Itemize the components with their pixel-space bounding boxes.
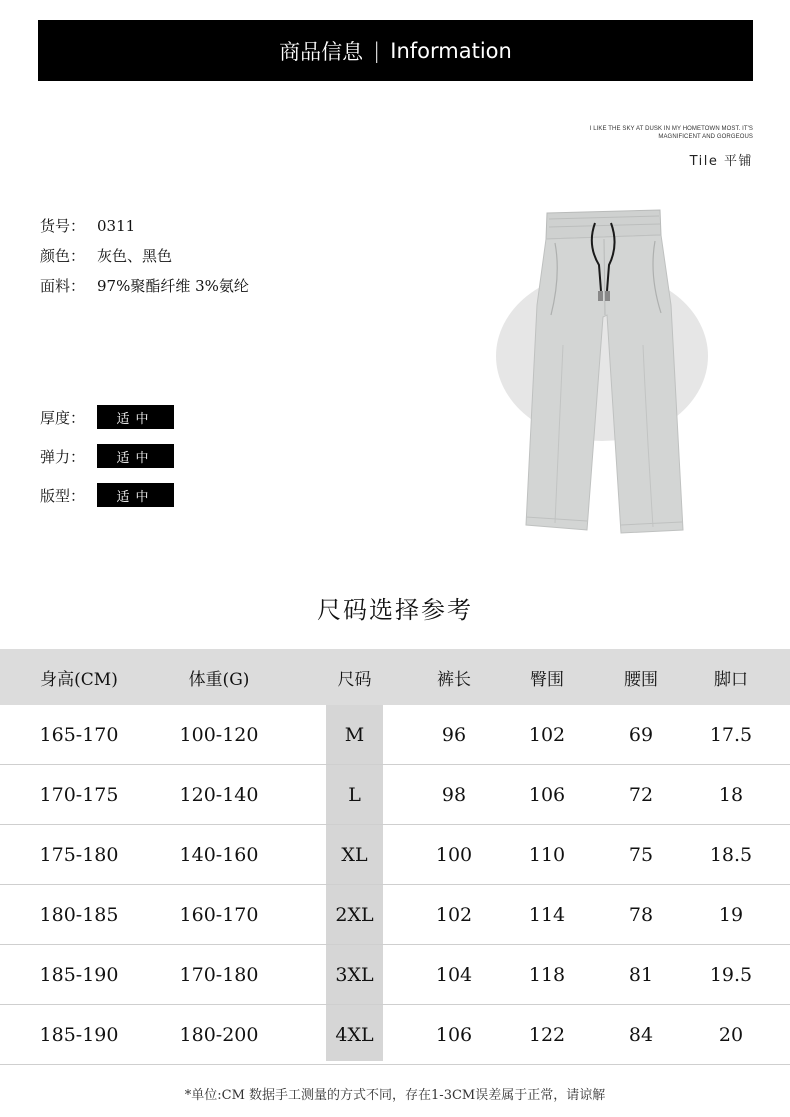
spec-row-item-no xyxy=(40,215,249,245)
cell-length: 106 xyxy=(435,1023,473,1046)
cell-size: 3XL xyxy=(335,963,374,986)
level-row-fit xyxy=(40,483,174,507)
cell-size: 4XL xyxy=(335,1023,374,1046)
header-waist: 腰围 xyxy=(624,669,658,690)
cell-waist: 69 xyxy=(628,723,654,746)
spec-row-color xyxy=(40,245,249,275)
cell-hem: 19 xyxy=(718,903,744,926)
cell-size: L xyxy=(348,783,361,806)
cell-height: 185-190 xyxy=(39,1023,119,1046)
size-section-title: 尺码选择参考 xyxy=(317,596,473,624)
cell-hem: 18.5 xyxy=(709,843,753,866)
cell-length: 104 xyxy=(435,963,473,986)
table-row xyxy=(0,945,790,1005)
cell-height: 180-185 xyxy=(39,903,119,926)
footnote: *单位:CM 数据手工测量的方式不同，存在1-3CM误差属于正常，请谅解 xyxy=(184,1088,606,1103)
header-height: 身高(CM) xyxy=(40,669,118,690)
cell-height: 185-190 xyxy=(39,963,119,986)
cell-length: 102 xyxy=(435,903,473,926)
header-size: 尺码 xyxy=(337,669,372,690)
table-row xyxy=(0,705,790,765)
cell-height: 170-175 xyxy=(39,783,119,806)
product-specs xyxy=(40,215,249,305)
level-key: 版型： xyxy=(40,486,86,505)
cell-height: 165-170 xyxy=(39,723,119,746)
level-key: 厚度： xyxy=(40,408,86,427)
cell-waist: 81 xyxy=(628,963,654,986)
cell-hem: 19.5 xyxy=(709,963,753,986)
cell-hip: 102 xyxy=(528,723,566,746)
cell-size: M xyxy=(344,723,365,746)
cell-waist: 84 xyxy=(628,1023,654,1046)
cell-hip: 110 xyxy=(528,843,566,866)
cell-hip: 122 xyxy=(528,1023,566,1046)
table-row xyxy=(0,825,790,885)
header-hip: 臀围 xyxy=(530,669,564,690)
cell-hip: 118 xyxy=(528,963,566,986)
level-badge: 适中 xyxy=(97,405,174,429)
header-title-cn: 商品信息 xyxy=(279,39,364,64)
header-title-en: Information xyxy=(390,38,512,63)
cell-hip: 106 xyxy=(528,783,566,806)
size-table xyxy=(0,649,790,1065)
level-row-elasticity xyxy=(40,444,174,468)
spec-key: 颜色： xyxy=(40,247,86,265)
cell-weight: 160-170 xyxy=(179,903,259,926)
spec-row-fabric xyxy=(40,275,249,305)
cell-hip: 114 xyxy=(528,903,566,926)
spec-value: 97%聚酯纤维 3%氨纶 xyxy=(97,277,249,295)
cell-weight: 140-160 xyxy=(179,843,259,866)
cell-length: 98 xyxy=(441,783,467,806)
tagline: I LIKE THE SKY AT DUSK IN MY HOMETOWN MOST. IT'S MAGNIFICENT AND GORGEOUS xyxy=(589,126,753,140)
table-row xyxy=(0,1005,790,1065)
level-badge: 适中 xyxy=(97,483,174,507)
cell-weight: 180-200 xyxy=(179,1023,259,1046)
table-row xyxy=(0,765,790,825)
cell-hem: 17.5 xyxy=(709,723,753,746)
spec-key: 货号： xyxy=(40,217,86,235)
cell-waist: 72 xyxy=(628,783,654,806)
header-bar xyxy=(38,20,753,81)
spec-key: 面料： xyxy=(40,277,86,295)
cell-weight: 100-120 xyxy=(179,723,259,746)
spec-value: 0311 xyxy=(97,217,136,235)
cell-weight: 120-140 xyxy=(179,783,259,806)
tile-label: Tile 平铺 xyxy=(689,154,753,169)
header-separator: | xyxy=(373,38,381,63)
grey-pants-icon xyxy=(515,205,695,544)
spec-value: 灰色、黑色 xyxy=(97,247,173,265)
header-length: 裤长 xyxy=(437,669,471,690)
cell-size: 2XL xyxy=(335,903,374,926)
cell-size: XL xyxy=(341,843,368,866)
cell-waist: 78 xyxy=(628,903,654,926)
cell-hem: 20 xyxy=(718,1023,744,1046)
level-row-thickness xyxy=(40,405,174,429)
cell-weight: 170-180 xyxy=(179,963,259,986)
level-badge: 适中 xyxy=(97,444,174,468)
table-header-row xyxy=(0,649,790,705)
cell-waist: 75 xyxy=(628,843,654,866)
cell-height: 175-180 xyxy=(39,843,119,866)
header-weight: 体重(G) xyxy=(188,669,250,690)
cell-length: 96 xyxy=(441,723,467,746)
cell-length: 100 xyxy=(435,843,473,866)
level-key: 弹力： xyxy=(40,447,86,466)
table-row xyxy=(0,885,790,945)
header-hem: 脚口 xyxy=(714,669,748,690)
cell-hem: 18 xyxy=(718,783,744,806)
